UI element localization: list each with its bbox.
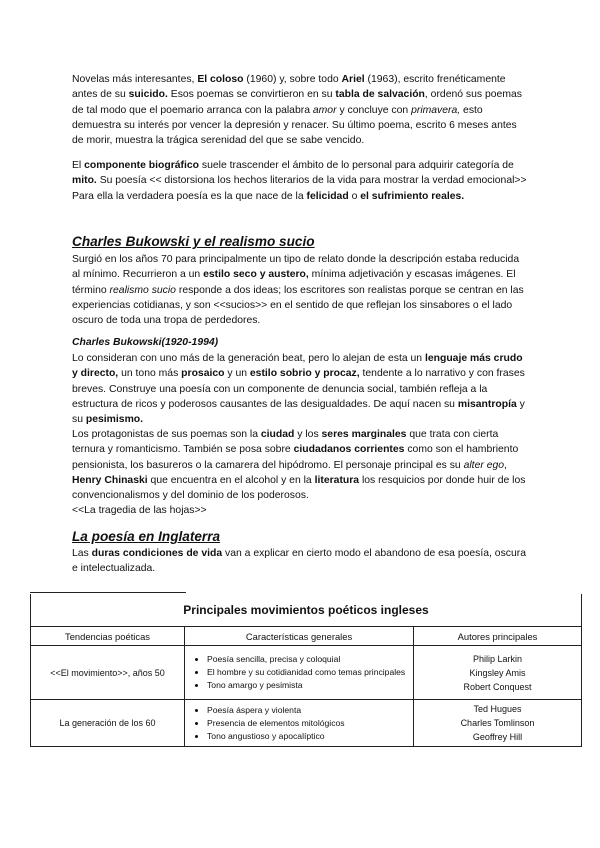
author-name: Geoffrey Hill	[472, 732, 523, 742]
author-name: Charles Tomlinson	[460, 718, 535, 728]
authors-cell	[414, 646, 582, 700]
movements-table	[30, 594, 582, 747]
author-name: Philip Larkin	[472, 653, 523, 664]
trend-cell: La generación de los 60	[31, 700, 185, 747]
realismo-sucio-paragraph: Surgió en los años 70 para principalmente un tipo de relato donde la descripción estaba reducida al mínimo. Recurrieron a un estilo seco y austero, mínima adjetivación y escasas imágenes. El término realismo sucio responde a dos ideas; los escritores son realistas porque se centran en las experiencias cotidianas, y son <<sucios>> en el sentido de que reflejan los sinsabores o el lado oscuro de toda una tropa de perdedores.	[72, 254, 524, 327]
feature-item: • Poesía sencilla, precisa y coloquial	[207, 653, 409, 666]
author-name: Kingsley Amis	[469, 667, 526, 678]
poem-title: <<La tragedia de las hojas>>	[72, 505, 207, 517]
feature-item: • El hombre y su cotidianidad como temas principales	[207, 666, 409, 679]
bukowski-subheading: Charles Bukowski(1920-1994)	[72, 337, 219, 348]
features-cell	[185, 700, 414, 747]
author-name: Ted Hugues	[473, 704, 522, 714]
trend-cell: <<El movimiento>>, años 50	[31, 646, 185, 700]
feature-item: • Presencia de elementos mitológicos	[207, 717, 409, 730]
feature-item: • Tono amargo y pesimista	[207, 679, 409, 692]
table-title: Principales movimientos poéticos ingleses	[31, 594, 582, 627]
features-cell	[185, 646, 414, 700]
column-header-features: Características generales	[185, 627, 414, 646]
feature-item: • Poesía áspera y violenta	[207, 704, 409, 717]
bukowski-paragraph-1: Lo consideran con uno más de la generación beat, pero lo alejan de esta un lenguaje más crudo y directo, un tono más prosaico y un estilo sobrio y procaz, tendente a lo narrativo y con frases breves. Construye una poesía con un componente de denuncia social, también refleja a la estructura de ricos y poderosos causantes de las desigualdades. De aquí nacen su misantropía y su pesimismo.	[72, 353, 525, 426]
section-heading-inglaterra: La poesía en Inglaterra	[72, 529, 221, 544]
intro-paragraph-1: Novelas más interesantes, El coloso (1960) y, sobre todo Ariel (1963), escrito frenéticamente antes de su suicido. Esos poemas se convirtieron en su tabla de salvación, ordenó sus poemas de tal modo que el poemario arranca con la palabra amor y concluye con primavera, esto demuestra su interés por vencer la depresión y renacer. Su último poema, escrito 6 meses antes de morir, muestra la trágica serenidad del que se sabe vencido.	[72, 74, 522, 147]
table-row	[31, 646, 582, 700]
column-header-authors: Autores principales	[414, 627, 582, 646]
intro-paragraph-2: El componente biográfico suele trascender el ámbito de lo personal para adquirir categoría de mito. Su poesía << distorsiona los hechos literarios de la vida para mostrar la verdad emocional>> Para ella la verdadera poesía es la que nace de la felicidad o el sufrimiento reales.	[72, 160, 527, 202]
table-row	[31, 700, 582, 747]
bukowski-paragraph-2: Los protagonistas de sus poemas son la ciudad y los seres marginales que trata con cierta ternura y romanticismo. También se posa sobre ciudadanos corrientes como son el hambriento pensionista, los basureros o la camarera del hipódromo. El personaje principal es su alter ego, Henry Chinaski que encuentra en el alcohol y en la literatura los resquicios por donde huir de los convencionalismos y del dominio de los poderosos. <<La tragedia de las hojas>>	[72, 429, 526, 517]
table-top-rule	[30, 592, 186, 593]
feature-item: • Tono angustioso y apocalíptico	[207, 730, 409, 743]
authors-cell	[414, 700, 582, 747]
section-heading-bukowski: Charles Bukowski y el realismo sucio	[72, 234, 315, 249]
column-header-trends: Tendencias poéticas	[31, 627, 185, 646]
author-name: Robert Conquest	[463, 681, 532, 692]
inglaterra-paragraph: Las duras condiciones de vida van a explicar en cierto modo el abandono de esa poesía, oscura e intelectualizada.	[72, 548, 526, 575]
